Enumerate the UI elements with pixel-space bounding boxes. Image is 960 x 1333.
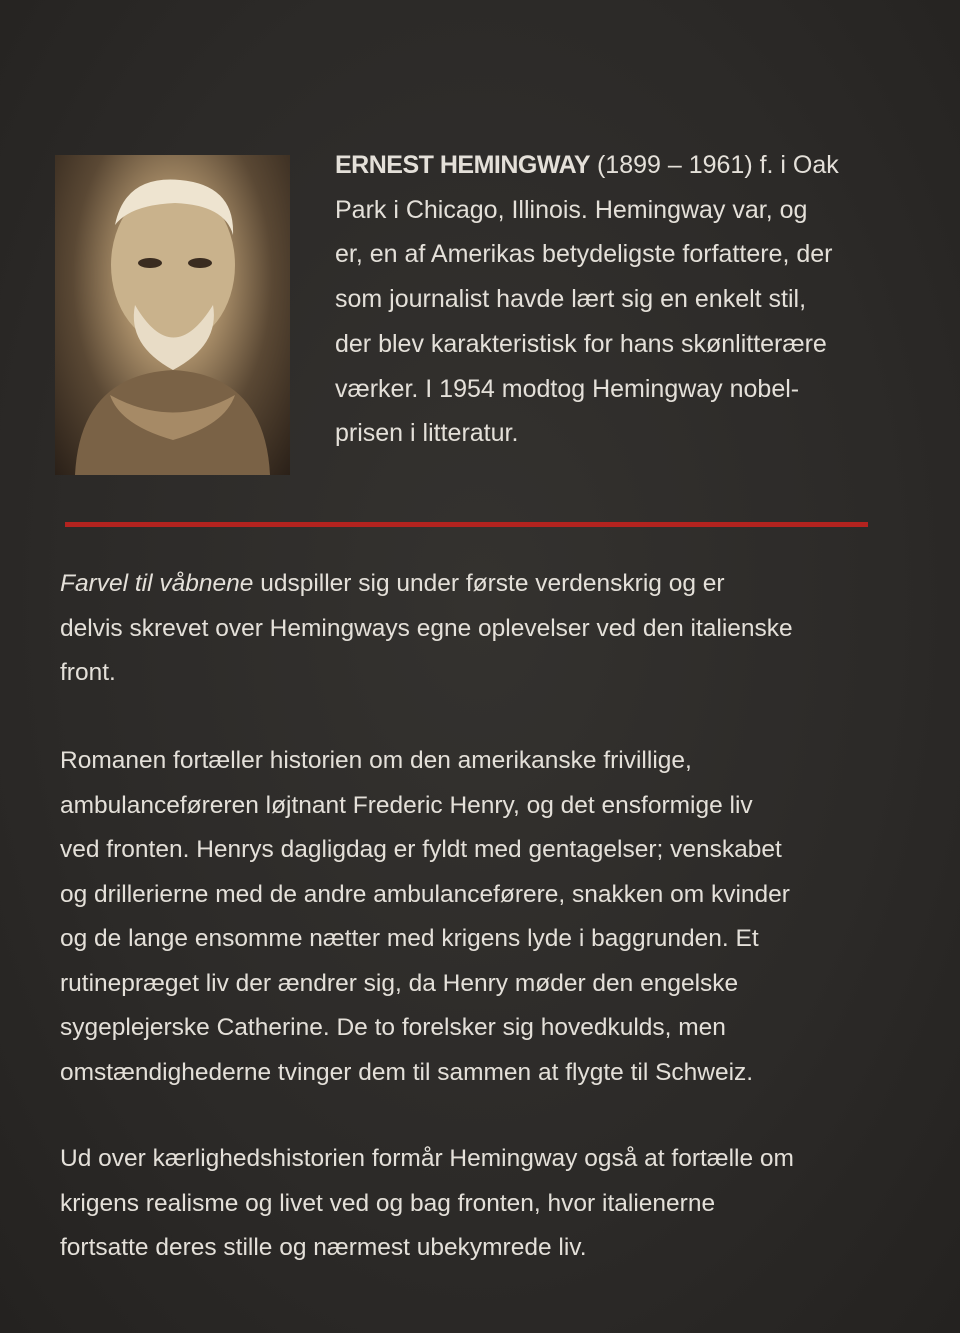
paragraph-line: ved fronten. Henrys dagligdag er fyldt med gentagelser; venskabet	[60, 836, 782, 863]
paragraph-line: delvis skrevet over Hemingways egne oplevelser ved den italienske	[60, 614, 793, 642]
author-portrait	[55, 155, 290, 475]
bio-line: der blev karakteristisk for hans skønlitterære	[335, 329, 827, 358]
paragraph-line: krigens realisme og livet ved og bag fronten, hvor italienerne	[60, 1189, 716, 1217]
paragraph-line: Romanen fortæller historien om den amerikanske frivillige,	[60, 747, 692, 774]
bio-dates: (1899 – 1961) f. i Oak	[590, 151, 839, 179]
synopsis-closing	[60, 1137, 920, 1271]
portrait-image	[55, 155, 290, 475]
paragraph-line	[60, 562, 920, 607]
author-bio	[335, 143, 915, 456]
paragraph-line: og de lange ensomme nætter med krigens lyde i baggrunden. Et	[60, 925, 759, 952]
synopsis-story	[60, 739, 920, 1095]
synopsis-intro	[60, 562, 920, 696]
bio-line: prisen i litteratur.	[335, 419, 519, 448]
bio-line: som journalist havde lært sig en enkelt stil,	[335, 285, 807, 314]
paragraph-line: omstændighederne tvinger dem til sammen at flygte til Schweiz.	[60, 1058, 754, 1086]
paragraph-line: og drillerierne med de andre ambulanceførere, snakken om kvinder	[60, 880, 790, 908]
bio-line: er, en af Amerikas betydeligste forfattere, der	[335, 240, 833, 269]
red-divider	[65, 522, 868, 527]
paragraph-line: fortsatte deres stille og nærmest ubekymrede liv.	[60, 1234, 587, 1261]
paragraph-line: sygeplejerske Catherine. De to forelsker sig hovedkulds, men	[60, 1014, 726, 1041]
bio-line	[335, 143, 915, 188]
paragraph-text: udspiller sig under første verdenskrig og er	[253, 570, 725, 597]
bio-line: Park i Chicago, Illinois. Hemingway var, og	[335, 195, 808, 224]
paragraph-line: Ud over kærlighedshistorien formår Hemingway også at fortælle om	[60, 1145, 794, 1172]
author-name: ERNEST HEMINGWAY	[335, 151, 591, 179]
paragraph-line: front.	[60, 659, 116, 686]
bio-line: værker. I 1954 modtog Hemingway nobel-	[335, 374, 800, 403]
paragraph-line: rutinepræget liv der ændrer sig, da Henry møder den engelske	[60, 969, 739, 997]
book-title: Farvel til våbnene	[60, 570, 254, 597]
paragraph-line: ambulanceføreren løjtnant Frederic Henry, og det ensformige liv	[60, 791, 753, 819]
